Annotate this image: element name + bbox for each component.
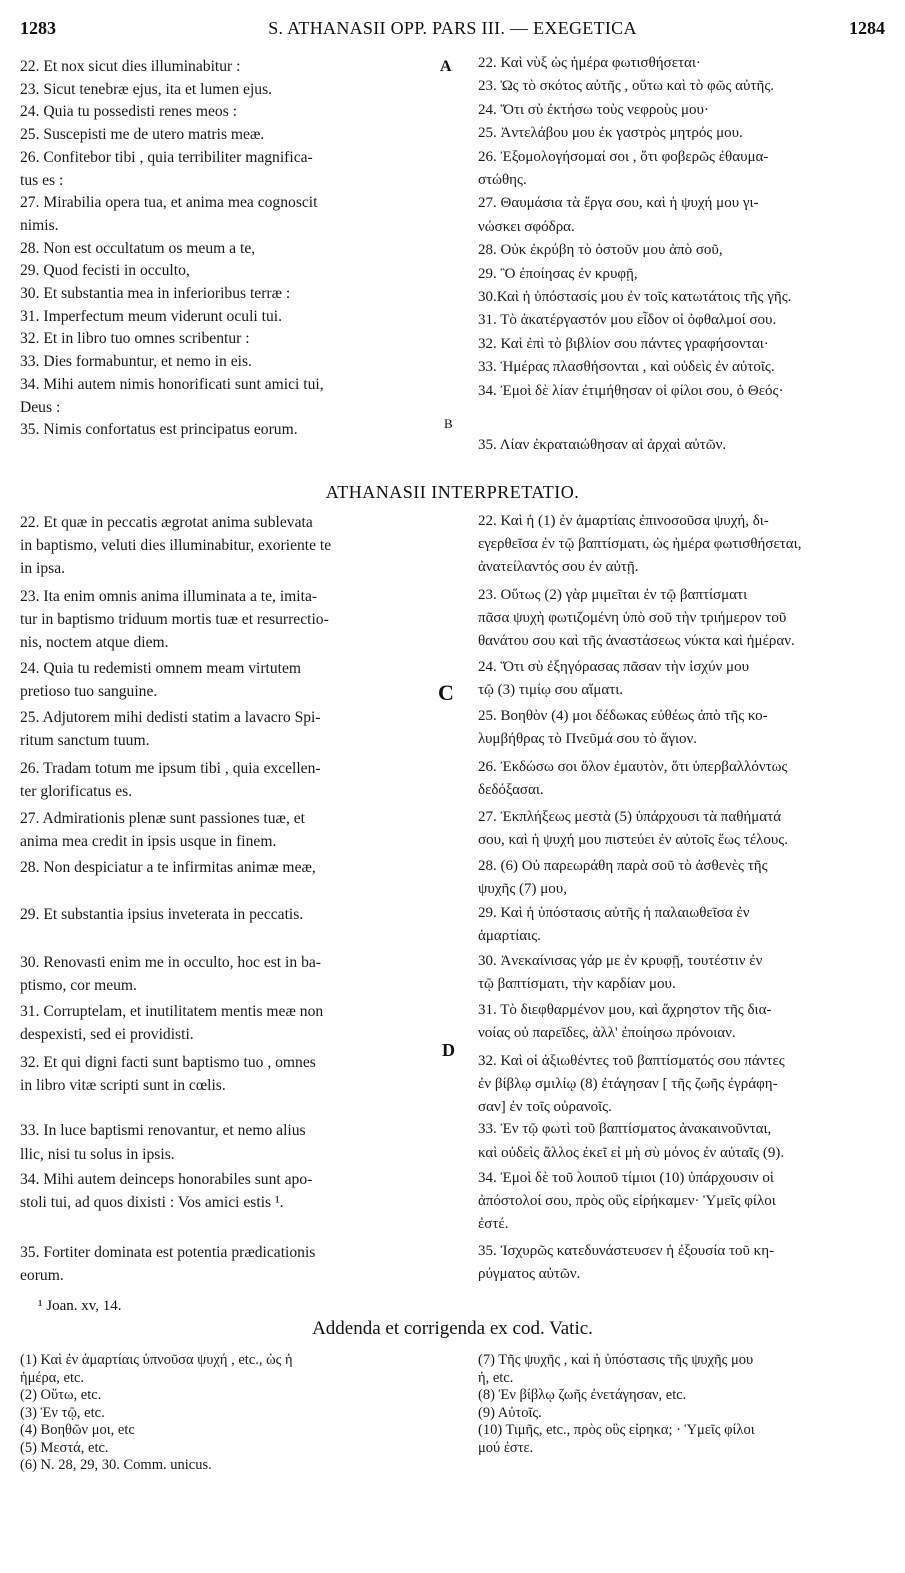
interpretation-greek-line: 23. Οὕτως (2) γὰρ μιμεῖται ἐν τῷ βαπτίσματι (478, 587, 748, 603)
interpretation-greek-line: 34. Ἐμοὶ δὲ τοῦ λοιποῦ τίμιοι (10) ὑπάρχουσιν οἱ (478, 1170, 774, 1186)
interpretation-latin-line: anima mea credit in ipsis usque in finem. (20, 833, 277, 850)
psalm-latin-line: 33. Dies formabuntur, et nemo in eis. (20, 353, 252, 371)
interpretation-greek-line: ἀνατείλαντός σου ἐν αὐτῇ. (478, 559, 639, 575)
interpretation-latin-line: 25. Adjutorem mihi dedisti statim a lavacro Spi- (20, 709, 321, 726)
interpretation-greek-line: ἀπόστολοί σου, πρὸς οὓς εἰρήκαμεν· Ὑμεῖς φίλοι (478, 1193, 776, 1209)
footnote: ¹ Joan. xv, 14. (38, 1298, 122, 1314)
psalm-greek-line: 31. Τὸ ἀκατέργαστόν μου εἶδον οἱ ὀφθαλμοί σου. (478, 312, 777, 329)
interpretation-latin-line: 27. Admirationis plenæ sunt passiones tuæ, et (20, 810, 306, 827)
interpretation-greek-line: καὶ οὐδεὶς ἄλλος ἐκεῖ εἰ μὴ σὺ μόνος ἐν αὐταῖς (9). (478, 1145, 785, 1161)
psalm-greek-line: 23. Ὡς τὸ σκότος αὐτῆς , οὕτω καὶ τὸ φῶς αὐτῆς. (478, 78, 775, 95)
interpretation-greek-line: ψυχῆς (7) μου, (478, 881, 567, 897)
interpretation-latin-line: in ipsa. (20, 560, 66, 577)
interpretation-latin-line: llic, nisi tu solus in ipsis. (20, 1146, 175, 1163)
psalm-latin-line: 22. Et nox sicut dies illuminabitur : (20, 58, 241, 75)
psalm-greek-line: 35. Λίαν ἐκραταιώθησαν αἱ ἀρχαὶ αὐτῶν. (478, 437, 727, 453)
interpretation-latin-line: ritum sanctum tuum. (20, 732, 150, 749)
psalm-greek-line: 28. Οὐκ ἐκρύβη τὸ ὀστοῦν μου ἀπὸ σοῦ, (478, 242, 723, 259)
psalm-latin-line: 28. Non est occultatum os meum a te, (20, 239, 256, 257)
addenda-note: (7) Τῆς ψυχῆς , καὶ ἡ ὑπόστασις τῆς ψυχῆς μου (478, 1352, 754, 1368)
psalm-greek-line: 32. Καὶ ἐπὶ τὸ βιβλίον σου πάντες γραφήσονται· (478, 335, 769, 352)
interpretation-greek-line: 35. Ἰσχυρῶς κατεδυνάστευσεν ἡ ἐξουσία τοῦ κη- (478, 1243, 775, 1259)
page-number-left: 1283 (20, 18, 56, 38)
psalm-greek-line: νώσκει σφόδρα. (478, 218, 575, 235)
margin-marker-a: A (440, 58, 452, 75)
interpretation-latin-line: 29. Et substantia ipsius inveterata in peccatis. (20, 906, 304, 923)
psalm-latin-line: 30. Et substantia mea in inferioribus terræ : (20, 285, 291, 302)
interpretation-latin-line: despexisti, sed ei providisti. (20, 1026, 194, 1043)
addenda-note: ἡμέρα, etc. (20, 1369, 85, 1386)
interpretation-latin-line: 31. Corruptelam, et inutilitatem mentis meæ non (20, 1003, 324, 1020)
interpretation-latin-line: nis, noctem atque diem. (20, 634, 169, 651)
running-title: S. ATHANASII OPP. PARS III. — EXEGETICA (268, 18, 637, 38)
psalm-latin-line: 25. Suscepisti me de utero matris meæ. (20, 126, 265, 144)
psalm-greek-column (478, 54, 890, 459)
psalm-greek-line: 33. Ἡμέρας πλασθήσονται , καὶ οὐδεὶς ἐν αὐτοῖς. (478, 359, 775, 376)
interpretation-greek-line: ἁμαρτίαις. (478, 928, 541, 944)
interpretation-latin-line: in baptismo, veluti dies illuminabitur, exoriente te (20, 537, 332, 554)
interpretation-greek-line: λυμβήθρας τὸ Πνεῦμά σου τὸ ἅγιον. (478, 731, 698, 747)
addenda-right-column (478, 1352, 890, 1492)
addenda-note: (4) Βοηθῶν μοι, etc (20, 1422, 135, 1438)
psalm-latin-line: tus es : (20, 171, 64, 189)
psalm-latin-line: 32. Et in libro tuo omnes scribentur : (20, 330, 250, 348)
interpretation-latin-line: 30. Renovasti enim me in occulto, hoc est in ba- (20, 954, 321, 971)
psalm-latin-line: 27. Mirabilia opera tua, et anima mea cognoscit (20, 194, 318, 212)
interpretation-greek-line: 29. Καὶ ἡ ὑπόστασις αὐτῆς ἡ παλαιωθεῖσα ἐν (478, 905, 750, 921)
addenda-note: (5) Μεστά, etc. (20, 1439, 109, 1456)
addenda-note: (2) Οὕτω, etc. (20, 1387, 102, 1403)
interpretation-greek-line: ρύγματος αὐτῶν. (478, 1266, 581, 1282)
interpretation-latin-line: 22. Et quæ in peccatis ægrotat anima sublevata (20, 514, 313, 531)
addenda-note: (8) Ἐν βίβλῳ ζωῆς ἐνετάγησαν, etc. (478, 1387, 687, 1403)
psalm-latin-line: 29. Quod fecisti in occulto, (20, 262, 190, 280)
addenda-note: μού ἐστε. (478, 1439, 534, 1456)
interpretation-latin-line: tur in baptismo triduum mortis tuæ et resurrectio- (20, 611, 329, 628)
interpretation-latin-line: ptismo, cor meum. (20, 977, 137, 994)
interpretation-greek-line: 28. (6) Οὐ παρεωράθη παρὰ σοῦ τὸ ἀσθενὲς τῆς (478, 858, 768, 874)
interpretation-greek-column (478, 512, 890, 1292)
interpretation-greek-line: 30. Ἀνεκαίνισας γάρ με ἐν κρυφῇ, τουτέστιν ἐν (478, 953, 763, 969)
interpretation-greek-line: σου, καὶ ἡ ψυχή μου πιστεύει ἐν αὐτοῖς ἕως τέλους. (478, 832, 788, 848)
interpretation-latin-line: 34. Mihi autem deinceps honorabiles sunt apo- (20, 1171, 313, 1188)
interpretation-greek-line: 32. Καὶ οἱ ἀξιωθέντες τοῦ βαπτίσματός σου πάντες (478, 1053, 785, 1069)
psalm-greek-line: 25. Ἀντελάβου μου ἐκ γαστρὸς μητρός μου. (478, 125, 743, 142)
addenda-note: ἡ, etc. (478, 1369, 514, 1386)
interpretation-greek-line: ἐν βίβλῳ σμιλίῳ (8) ἐτάγησαν [ τῆς ζωῆς ἐγράφη- (478, 1076, 778, 1092)
interpretation-latin-line: 35. Fortiter dominata est potentia prædicationis (20, 1244, 316, 1261)
interpretation-latin-line: 24. Quia tu redemisti omnem meam virtutem (20, 660, 302, 677)
page-header (20, 18, 885, 42)
psalm-greek-line: 22. Καὶ νὺξ ὡς ἡμέρα φωτισθήσεται· (478, 55, 701, 71)
interpretation-latin-line: 26. Tradam totum me ipsum tibi , quia excellen- (20, 760, 321, 777)
psalm-latin-column (20, 58, 440, 463)
psalm-greek-line: 29. Ὃ ἐποίησας ἐν κρυφῇ, (478, 265, 638, 282)
margin-marker-d: D (442, 1040, 455, 1060)
addenda-heading: Addenda et corrigenda ex cod. Vatic. (312, 1318, 593, 1339)
addenda-note: (3) Ἐν τῷ, etc. (20, 1404, 105, 1421)
interpretation-greek-line: 25. Βοηθὸν (4) μοι δέδωκας εὐθέως ἀπὸ τῆς κο- (478, 708, 768, 724)
interpretation-greek-line: 27. Ἐκπλήξεως μεστὰ (5) ὑπάρχουσι τὰ παθήματά (478, 809, 782, 825)
interpretation-greek-line: νοίας οὐ παρεῖδες, ἀλλ' ἐποίησω πρόνοιαν. (478, 1025, 736, 1041)
interpretation-latin-line: eorum. (20, 1267, 64, 1284)
interpretation-latin-line: in libro vitæ scripti sunt in cœlis. (20, 1077, 226, 1094)
interpretation-greek-line: ἐστέ. (478, 1216, 509, 1232)
interpretation-greek-line: σαν] ἐν τοῖς οὐρανοῖς. (478, 1099, 612, 1115)
page-number-right: 1284 (849, 18, 885, 38)
interpretation-latin-column (20, 514, 440, 1294)
psalm-latin-line: 35. Nimis confortatus est principatus eorum. (20, 421, 298, 439)
interpretation-greek-line: πᾶσα ψυχὴ φωτιζομένη ὑπὸ σοῦ τὴν τριήμερον τοῦ (478, 610, 787, 626)
psalm-greek-line: 27. Θαυμάσια τὰ ἔργα σου, καὶ ἡ ψυχή μου γι- (478, 195, 759, 212)
interpretation-latin-line: 33. In luce baptismi renovantur, et nemo alius (20, 1122, 306, 1139)
margin-marker-b: B (444, 416, 453, 431)
addenda-note: (1) Καὶ ἐν ἁμαρτίαις ὑπνοῦσα ψυχή , etc., ὡς ἡ (20, 1352, 293, 1368)
interpretation-greek-line: 33. Ἐν τῷ φωτὶ τοῦ βαπτίσματος ἀνακαινοῦνται, (478, 1121, 772, 1137)
interpretation-greek-line: τῷ (3) τιμίῳ σου αἵματι. (478, 682, 624, 698)
psalm-greek-line: στώθης. (478, 172, 527, 188)
psalm-greek-line: 34. Ἐμοὶ δὲ λίαν ἐτιμήθησαν οἱ φίλοι σου, ὁ Θεός· (478, 382, 784, 399)
interpretation-latin-line: 28. Non despiciatur a te infirmitas animæ meæ, (20, 859, 316, 876)
psalm-latin-line: 26. Confitebor tibi , quia terribiliter magnifica- (20, 148, 313, 166)
addenda-note: (9) Αὐτοῖς. (478, 1404, 542, 1421)
psalm-latin-line: 31. Imperfectum meum viderunt oculi tui. (20, 307, 282, 325)
addenda-note: (6) N. 28, 29, 30. Comm. unicus. (20, 1457, 212, 1473)
interpretation-latin-line: 32. Et qui digni facti sunt baptismo tuo , omnes (20, 1054, 316, 1071)
interpretation-latin-line: stoli tui, ad quos dixisti : Vos amici estis ¹. (20, 1194, 284, 1211)
interpretation-latin-line: 23. Ita enim omnis anima illuminata a te, imita- (20, 588, 318, 605)
interpretatio-heading: ATHANASII INTERPRETATIO. (325, 482, 580, 502)
psalm-latin-line: nimis. (20, 216, 59, 234)
margin-marker-c: C (438, 680, 454, 705)
interpretation-latin-line: pretioso tuo sanguine. (20, 683, 158, 700)
interpretation-greek-line: 26. Ἐκδώσω σοι ὅλον ἐμαυτὸν, ὅτι ὑπερβαλλόντως (478, 759, 788, 775)
psalm-greek-line: 30.Καὶ ἡ ὑπόστασίς μου ἐν τοῖς κατωτάτοις τῆς γῆς. (478, 289, 792, 305)
psalm-latin-line: 24. Quia tu possedisti renes meos : (20, 103, 237, 121)
addenda-left-column (20, 1352, 440, 1492)
interpretation-greek-line: 31. Τὸ διεφθαρμένον μου, καὶ ἄχρηστον τῆς δια- (478, 1002, 772, 1018)
psalm-latin-line: 34. Mihi autem nimis honorificati sunt amici tui, (20, 375, 324, 393)
interpretation-latin-line: ter glorificatus es. (20, 783, 133, 800)
interpretation-greek-line: θανάτου σου καὶ τῆς ἀναστάσεως νύκτα καὶ ἡμέραν. (478, 633, 795, 649)
psalm-greek-line: 24. Ὅτι σὺ ἐκτήσω τοὺς νεφροὺς μου· (478, 101, 709, 118)
psalm-latin-line: 23. Sicut tenebræ ejus, ita et lumen ejus. (20, 80, 273, 98)
interpretation-greek-line: τῷ βαπτίσματι, τὴν καρδίαν μου. (478, 976, 676, 992)
psalm-greek-line: 26. Ἐξομολογήσομαί σοι , ὅτι φοβερῶς ἐθαυμα- (478, 148, 769, 165)
interpretation-greek-line: 24. Ὅτι σὺ ἐξηγόρασας πᾶσαν τὴν ἰσχύν μου (478, 659, 750, 675)
psalm-latin-line: Deus : (20, 398, 61, 416)
interpretation-greek-line: εγερθεῖσα ἐν τῷ βαπτίσματι, ὡς ἡμέρα φωτισθήσεται, (478, 536, 802, 552)
interpretation-greek-line: δεδόξασαι. (478, 782, 544, 798)
interpretation-greek-line: 22. Καὶ ἡ (1) ἐν ἁμαρτίαις ἐπινοσοῦσα ψυχή, δι- (478, 513, 769, 529)
addenda-note: (10) Τιμῆς, etc., πρὸς οὓς εἰρηκα; · Ὑμεῖς φίλοι (478, 1422, 755, 1438)
